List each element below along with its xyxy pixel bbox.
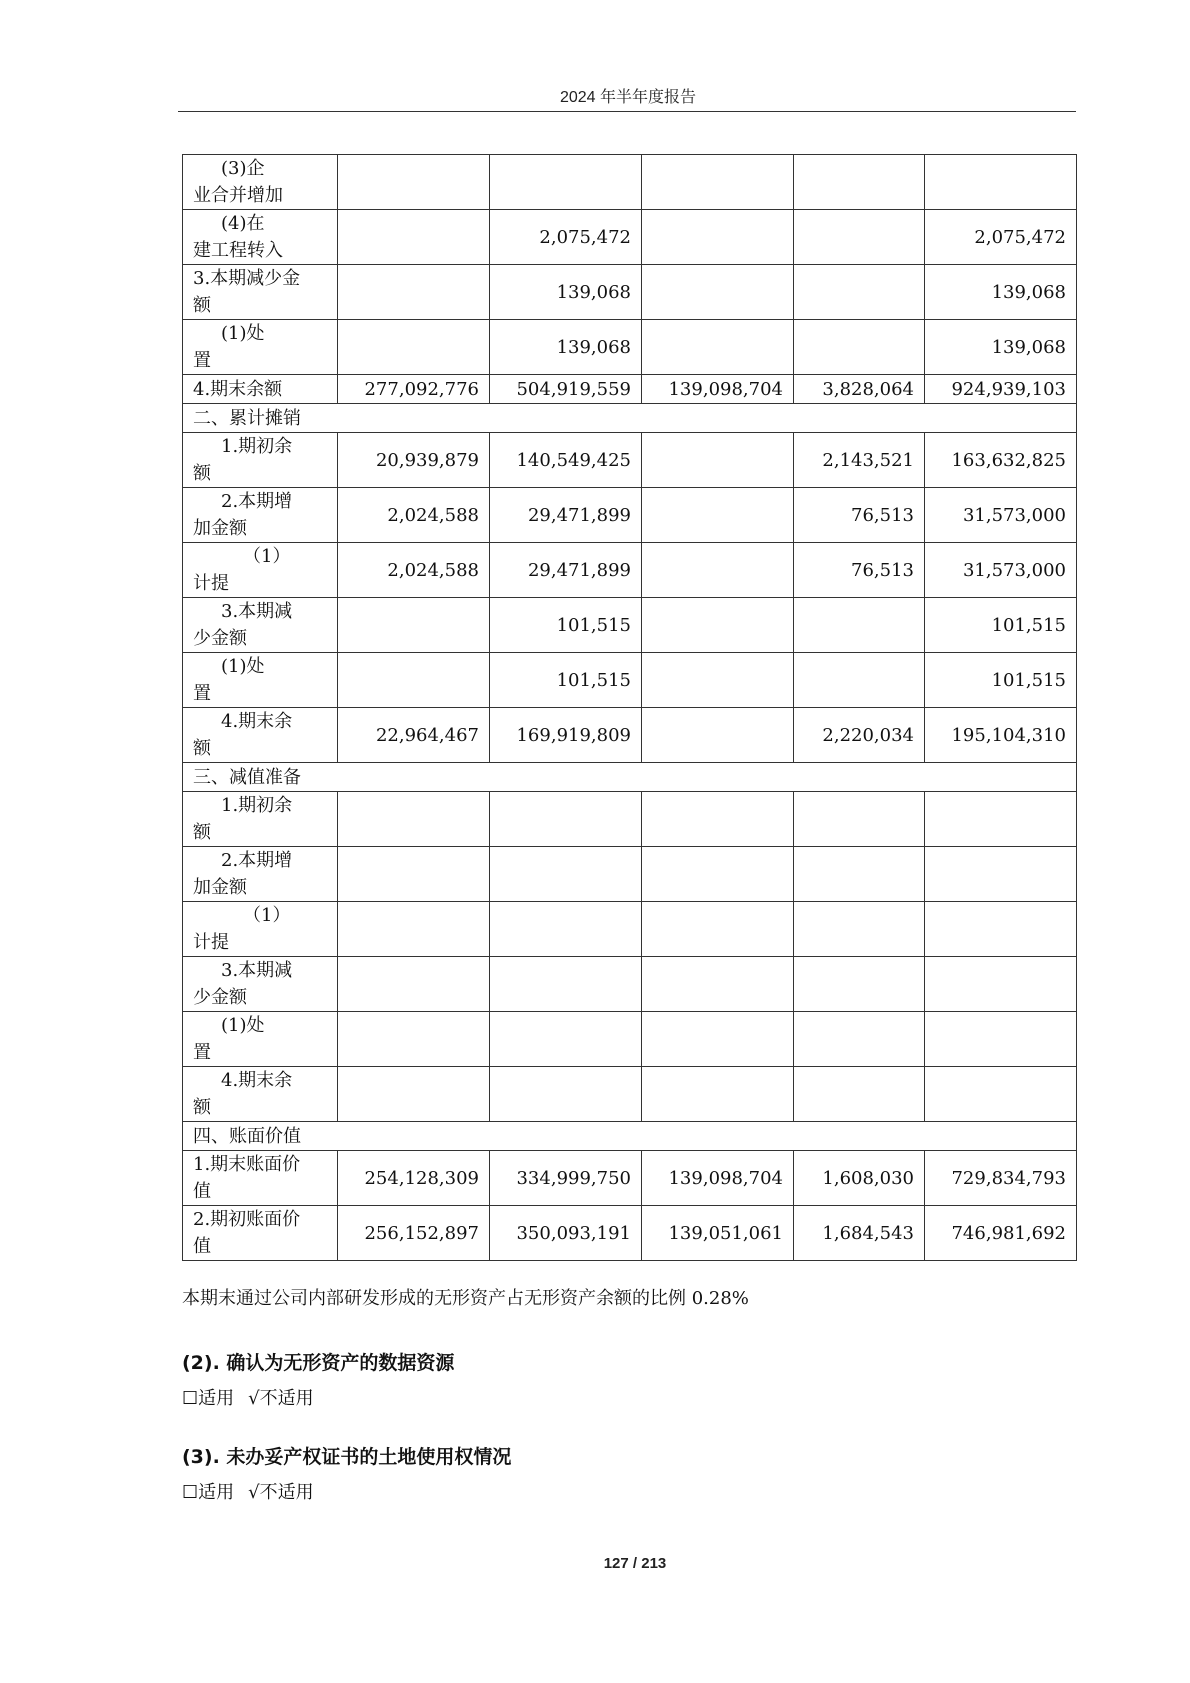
row-label — [183, 1151, 338, 1206]
value-cell: 139,068 — [925, 320, 1077, 375]
value-cell: 3,828,064 — [794, 375, 925, 404]
row-label — [183, 847, 338, 902]
table-row — [183, 265, 1077, 320]
table-row — [183, 598, 1077, 653]
value-cell: 504,919,559 — [490, 375, 642, 404]
row-label-line2: 少金额 — [193, 628, 247, 649]
row-label-line2: 少金额 — [193, 987, 247, 1008]
value-cell: 22,964,467 — [338, 708, 490, 763]
value-cell — [490, 1012, 642, 1067]
value-cell: 2,143,521 — [794, 433, 925, 488]
checkbox-applicable: ☐适用 — [182, 1482, 235, 1503]
value-cell: 350,093,191 — [490, 1206, 642, 1261]
value-cell: 334,999,750 — [490, 1151, 642, 1206]
row-label-line2: 额 — [193, 295, 211, 316]
row-label-line1: 4.期末余 — [221, 711, 293, 732]
value-cell: 29,471,899 — [490, 543, 642, 598]
value-cell — [338, 957, 490, 1012]
row-label-line2: 计提 — [193, 573, 229, 594]
value-cell — [794, 653, 925, 708]
rd-ratio-note: 本期末通过公司内部研发形成的无形资产占无形资产余额的比例 0.28% — [182, 1288, 749, 1309]
value-cell: 2,075,472 — [490, 210, 642, 265]
value-cell — [642, 320, 794, 375]
table-row — [183, 847, 1077, 902]
row-label — [183, 375, 338, 404]
table-row — [183, 543, 1077, 598]
row-label-line1: 2.期初账面价 — [193, 1209, 301, 1230]
value-cell: 139,098,704 — [642, 1151, 794, 1206]
value-cell — [642, 155, 794, 210]
value-cell — [642, 433, 794, 488]
table-row — [183, 1067, 1077, 1122]
row-label-line2: 额 — [193, 822, 211, 843]
row-label — [183, 155, 338, 210]
value-cell — [794, 1012, 925, 1067]
row-label-line1: 4.期末余额 — [193, 378, 283, 400]
row-label-line1: (1)处 — [221, 323, 265, 344]
value-cell — [642, 598, 794, 653]
table-section-row — [183, 404, 1077, 433]
value-cell — [925, 957, 1077, 1012]
value-cell — [642, 792, 794, 847]
value-cell — [642, 708, 794, 763]
value-cell: 29,471,899 — [490, 488, 642, 543]
value-cell: 1,684,543 — [794, 1206, 925, 1261]
applicability-line-data-resources — [182, 1384, 328, 1410]
value-cell: 924,939,103 — [925, 375, 1077, 404]
value-cell — [794, 792, 925, 847]
page-header-title: 2024 年半年度报告 — [559, 89, 697, 106]
value-cell: 139,098,704 — [642, 375, 794, 404]
section-heading-data-resources: (2). 确认为无形资产的数据资源 — [182, 1352, 455, 1374]
section-heading-land-use-rights: (3). 未办妥产权证书的土地使用权情况 — [182, 1446, 512, 1468]
value-cell — [794, 320, 925, 375]
row-label — [183, 792, 338, 847]
table-row — [183, 1206, 1077, 1261]
value-cell — [925, 792, 1077, 847]
row-label — [183, 433, 338, 488]
value-cell — [338, 155, 490, 210]
checkbox-not-applicable: √不适用 — [248, 1388, 314, 1409]
value-cell: 169,919,809 — [490, 708, 642, 763]
value-cell: 20,939,879 — [338, 433, 490, 488]
value-cell — [338, 902, 490, 957]
value-cell — [338, 265, 490, 320]
table-row — [183, 653, 1077, 708]
value-cell — [642, 488, 794, 543]
value-cell — [490, 957, 642, 1012]
row-label-line2: 额 — [193, 738, 211, 759]
value-cell: 76,513 — [794, 543, 925, 598]
checkbox-applicable: ☐适用 — [182, 1388, 235, 1409]
row-label — [183, 598, 338, 653]
row-label-line2: 置 — [193, 350, 211, 371]
value-cell: 139,051,061 — [642, 1206, 794, 1261]
value-cell — [794, 1067, 925, 1122]
table-row — [183, 375, 1077, 404]
value-cell: 31,573,000 — [925, 488, 1077, 543]
row-label-line1: 2.本期增 — [221, 491, 293, 512]
value-cell — [642, 1012, 794, 1067]
value-cell — [794, 847, 925, 902]
row-label-line1: (1)处 — [221, 656, 265, 677]
section-label: 三、减值准备 — [183, 763, 1077, 792]
value-cell — [338, 1012, 490, 1067]
value-cell — [490, 847, 642, 902]
value-cell — [794, 902, 925, 957]
row-label — [183, 653, 338, 708]
applicability-line-land-use-rights — [182, 1478, 328, 1504]
row-label-line2: 计提 — [193, 932, 229, 953]
table-row — [183, 1012, 1077, 1067]
header-divider — [178, 111, 1076, 112]
value-cell — [338, 792, 490, 847]
row-label-line2: 业合并增加 — [193, 185, 283, 206]
row-label — [183, 543, 338, 598]
value-cell — [338, 320, 490, 375]
table-row — [183, 155, 1077, 210]
value-cell — [794, 155, 925, 210]
value-cell: 277,092,776 — [338, 375, 490, 404]
value-cell: 140,549,425 — [490, 433, 642, 488]
value-cell: 31,573,000 — [925, 543, 1077, 598]
section-label: 二、累计摊销 — [183, 404, 1077, 433]
row-label-line1: （1） — [243, 905, 291, 926]
row-label — [183, 902, 338, 957]
row-label — [183, 265, 338, 320]
row-label-line1: 4.期末余 — [221, 1070, 293, 1091]
value-cell — [794, 210, 925, 265]
row-label-line1: 2.本期增 — [221, 850, 293, 871]
intangible-assets-table — [182, 154, 1077, 1261]
value-cell: 101,515 — [490, 598, 642, 653]
value-cell — [338, 847, 490, 902]
value-cell: 2,024,588 — [338, 543, 490, 598]
value-cell — [794, 598, 925, 653]
row-label-line2: 额 — [193, 1097, 211, 1118]
value-cell: 1,608,030 — [794, 1151, 925, 1206]
row-label — [183, 488, 338, 543]
row-label-line2: 加金额 — [193, 877, 247, 898]
value-cell: 163,632,825 — [925, 433, 1077, 488]
value-cell: 101,515 — [925, 653, 1077, 708]
value-cell: 2,024,588 — [338, 488, 490, 543]
value-cell: 254,128,309 — [338, 1151, 490, 1206]
value-cell — [338, 1067, 490, 1122]
value-cell — [490, 902, 642, 957]
table-row — [183, 488, 1077, 543]
value-cell — [642, 265, 794, 320]
value-cell: 139,068 — [925, 265, 1077, 320]
row-label-line1: (1)处 — [221, 1015, 265, 1036]
value-cell: 746,981,692 — [925, 1206, 1077, 1261]
value-cell — [642, 847, 794, 902]
value-cell: 101,515 — [490, 653, 642, 708]
row-label-line2: 值 — [193, 1181, 211, 1202]
row-label-line2: 置 — [193, 1042, 211, 1063]
value-cell — [925, 847, 1077, 902]
row-label-line1: (4)在 — [221, 213, 265, 234]
row-label — [183, 708, 338, 763]
table-row — [183, 708, 1077, 763]
value-cell — [490, 155, 642, 210]
value-cell — [794, 265, 925, 320]
value-cell: 76,513 — [794, 488, 925, 543]
value-cell — [925, 902, 1077, 957]
row-label-line1: 1.期初余 — [221, 795, 293, 816]
row-label-line2: 加金额 — [193, 518, 247, 539]
row-label — [183, 210, 338, 265]
row-label — [183, 1012, 338, 1067]
value-cell — [925, 155, 1077, 210]
value-cell — [338, 210, 490, 265]
value-cell — [642, 543, 794, 598]
row-label-line1: 3.本期减 — [221, 601, 293, 622]
section-label: 四、账面价值 — [183, 1122, 1077, 1151]
table-row — [183, 320, 1077, 375]
row-label-line2: 额 — [193, 463, 211, 484]
row-label-line1: 3.本期减 — [221, 960, 293, 981]
row-label — [183, 320, 338, 375]
row-label-line2: 置 — [193, 683, 211, 704]
value-cell: 101,515 — [925, 598, 1077, 653]
row-label-line1: 1.期末账面价 — [193, 1154, 301, 1175]
table-section-row — [183, 763, 1077, 792]
value-cell: 139,068 — [490, 320, 642, 375]
value-cell: 256,152,897 — [338, 1206, 490, 1261]
value-cell — [642, 902, 794, 957]
row-label — [183, 1206, 338, 1261]
value-cell: 729,834,793 — [925, 1151, 1077, 1206]
row-label-line1: (3)企 — [221, 158, 265, 179]
checkbox-not-applicable: √不适用 — [248, 1482, 314, 1503]
value-cell: 2,075,472 — [925, 210, 1077, 265]
value-cell — [642, 653, 794, 708]
value-cell — [925, 1012, 1077, 1067]
row-label-line1: 1.期初余 — [221, 436, 293, 457]
value-cell — [642, 1067, 794, 1122]
table-row — [183, 957, 1077, 1012]
value-cell — [925, 1067, 1077, 1122]
value-cell — [642, 210, 794, 265]
table-row — [183, 210, 1077, 265]
row-label-line1: （1） — [243, 546, 291, 567]
value-cell — [794, 957, 925, 1012]
table-row — [183, 433, 1077, 488]
table-section-row — [183, 1122, 1077, 1151]
row-label-line2: 建工程转入 — [193, 240, 283, 261]
table-row — [183, 792, 1077, 847]
row-label — [183, 1067, 338, 1122]
row-label-line2: 值 — [193, 1236, 211, 1257]
value-cell: 2,220,034 — [794, 708, 925, 763]
row-label — [183, 957, 338, 1012]
value-cell — [490, 792, 642, 847]
value-cell: 139,068 — [490, 265, 642, 320]
table-row — [183, 902, 1077, 957]
value-cell — [490, 1067, 642, 1122]
page-number: 127 / 213 — [603, 1555, 667, 1572]
value-cell — [642, 957, 794, 1012]
table-row — [183, 1151, 1077, 1206]
value-cell — [338, 598, 490, 653]
row-label-line1: 3.本期减少金 — [193, 268, 301, 289]
value-cell — [338, 653, 490, 708]
value-cell: 195,104,310 — [925, 708, 1077, 763]
